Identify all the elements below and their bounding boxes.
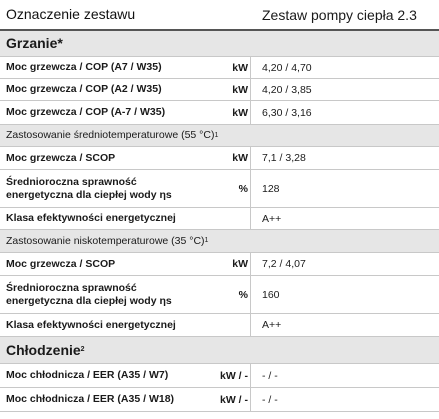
table-row: [0, 314, 439, 337]
table-row: [0, 388, 439, 412]
table-row: [0, 208, 439, 230]
footnote-mark: 2: [80, 346, 85, 353]
row-value: 160: [262, 288, 280, 301]
row-unit: kW: [232, 61, 248, 74]
row-value: 128: [262, 182, 280, 195]
section-cooling-title-text: Chłodzenie: [6, 341, 81, 358]
row-unit: kW: [232, 83, 248, 96]
row-label: Moc chłodnicza / EER (A35 / W18): [6, 393, 175, 405]
row-unit: %: [238, 182, 248, 195]
row-value: A++: [262, 212, 282, 225]
section-heating-title: Grzanie*: [6, 35, 63, 51]
row-value: 7,1 / 3,28: [262, 152, 306, 164]
section-cooling: [0, 337, 439, 364]
footnote-mark: 1: [214, 131, 219, 139]
column-divider: [250, 314, 251, 336]
subsection-title-text: Zastosowanie niskotemperaturowe (35 °C): [6, 234, 205, 247]
row-value: 7,2 / 4,07: [262, 258, 306, 270]
row-label: Moc grzewcza / COP (A-7 / W35): [6, 106, 166, 118]
column-divider: [250, 253, 251, 275]
row-label: Klasa efektywności energetycznej: [6, 212, 176, 224]
row-unit: kW / -: [220, 369, 248, 382]
column-divider: [250, 147, 251, 169]
table-row: [0, 253, 439, 276]
row-unit: kW: [232, 106, 248, 119]
table-row: [0, 101, 439, 125]
column-divider: [250, 101, 251, 124]
row-value: - / -: [262, 369, 278, 382]
row-unit: kW: [232, 258, 248, 270]
column-divider: [250, 57, 251, 78]
table-row: [0, 276, 439, 314]
column-divider: [250, 170, 251, 207]
row-unit: kW: [232, 152, 248, 164]
column-divider: [250, 79, 251, 100]
column-divider: [250, 276, 251, 313]
row-label: Średnioroczna sprawność energetyczna dla ciepłej wody ηs: [6, 281, 172, 307]
table-row: [0, 147, 439, 170]
table-header: [0, 0, 439, 31]
footnote-mark: 1: [204, 237, 209, 244]
row-value: 6,30 / 3,16: [262, 106, 312, 119]
row-label: Moc grzewcza / SCOP: [6, 151, 116, 164]
row-value: A++: [262, 319, 282, 331]
section-heating: [0, 31, 439, 57]
subsection-title: [6, 125, 406, 146]
row-label: Moc grzewcza / COP (A7 / W35): [6, 61, 162, 73]
row-unit: %: [238, 288, 248, 301]
row-label: Moc grzewcza / SCOP: [6, 257, 116, 270]
row-label: Klasa efektywności energetycznej: [6, 318, 176, 331]
section-cooling-title: [6, 337, 406, 363]
row-value: 4,20 / 3,85: [262, 83, 312, 96]
subsection-title: [6, 230, 406, 252]
subsection-medium-temp: [0, 125, 439, 147]
row-unit: kW / -: [220, 393, 248, 406]
table-row: [0, 57, 439, 79]
column-divider: [250, 364, 251, 387]
header-set-name: Zestaw pompy ciepła 2.3: [262, 6, 417, 23]
table-row: [0, 364, 439, 388]
column-divider: [250, 388, 251, 411]
row-label: Moc chłodnicza / EER (A35 / W7): [6, 369, 169, 381]
row-label: Średnioroczna sprawność energetyczna dla ciepłej wody ηs: [6, 175, 172, 201]
row-label: Moc grzewcza / COP (A2 / W35): [6, 83, 162, 95]
header-designation: Oznaczenie zestawu: [6, 6, 136, 22]
row-value: - / -: [262, 393, 278, 406]
subsection-low-temp: [0, 230, 439, 253]
table-row: [0, 170, 439, 208]
subsection-title-text: Zastosowanie średniotemperaturowe (55 °C): [6, 129, 215, 141]
table-row: [0, 79, 439, 101]
column-divider: [250, 208, 251, 229]
row-value: 4,20 / 4,70: [262, 61, 312, 74]
